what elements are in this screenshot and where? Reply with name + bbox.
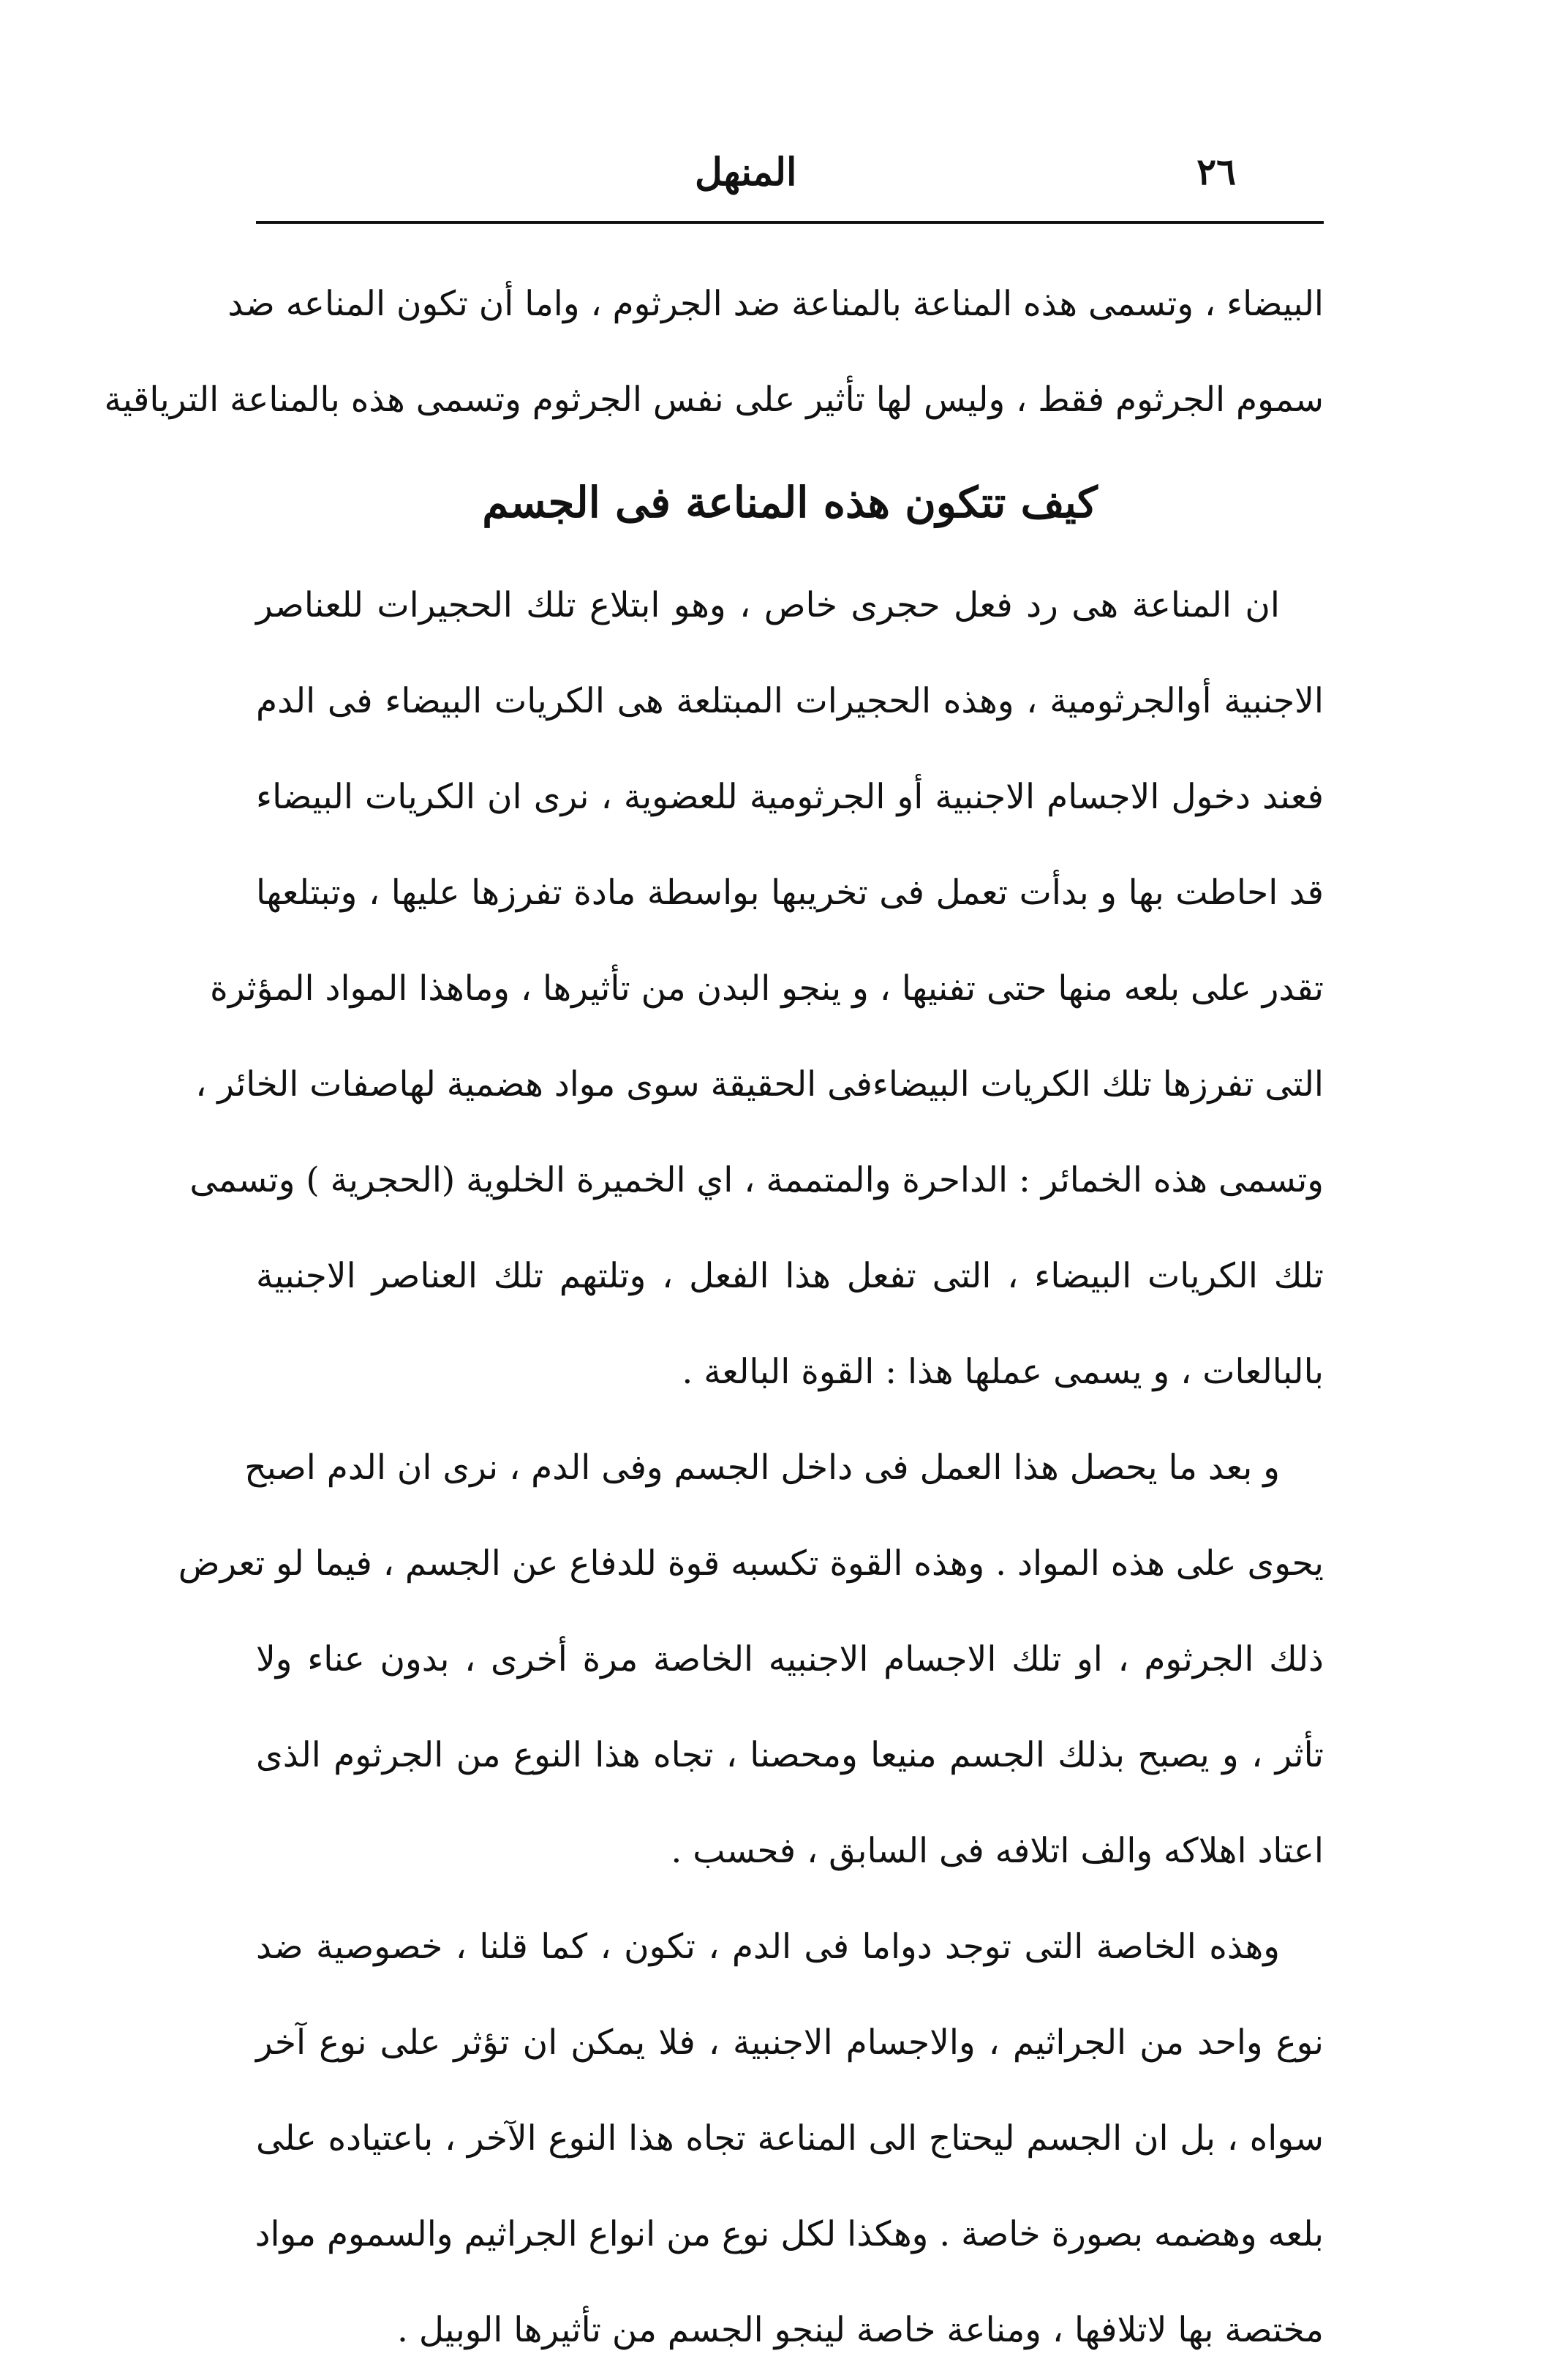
page-header — [256, 143, 1324, 208]
paragraph-line: يحوى على هذه المواد . وهذه القوة تكسبه قوة للدفاع عن الجسم ، فيما لو تعرض — [178, 1543, 1324, 1584]
intro-line: سموم الجرثوم فقط ، وليس لها تأثير على نفس الجرثوم وتسمى هذه بالمناعة الترياقية — [104, 380, 1324, 420]
header-rule — [256, 221, 1324, 224]
paragraph-line: ان المناعة هى رد فعل حجرى خاص ، وهو ابتلاع تلك الحجيرات للعناصر — [256, 585, 1280, 625]
page-number: ٢٦ — [1196, 150, 1236, 193]
paragraph-line: تقدر على بلعه منها حتى تفنيها ، و ينجو البدن من تأثيرها ، وماهذا المواد المؤثرة — [210, 968, 1324, 1009]
paragraph-line: وهذه الخاصة التى توجد دواما فى الدم ، تكون ، كما قلنا ، خصوصية ضد — [256, 1927, 1280, 1967]
paragraph-line: وتسمى هذه الخمائر : الداحرة والمتممة ، اي الخميرة الخلوية (الحجرية ) وتسمى — [189, 1160, 1324, 1200]
section-heading: كيف تتكون هذه المناعة فى الجسم — [482, 478, 1098, 527]
paragraph-line: نوع واحد من الجراثيم ، والاجسام الاجنبية ، فلا يمكن ان تؤثر على نوع آخر — [256, 2023, 1324, 2063]
body-text — [104, 256, 1324, 2378]
document-page — [104, 0, 1324, 2350]
paragraph-line: ذلك الجرثوم ، او تلك الاجسام الاجنبيه الخاصة مرة أخرى ، بدون عناء ولا — [256, 1639, 1324, 1679]
paragraph-line: مختصة بها لاتلافها ، ومناعة خاصة لينجو الجسم من تأثيرها الوبيل . — [396, 2310, 1324, 2350]
paragraph-line: تأثر ، و يصبح بذلك الجسم منيعا ومحصنا ، تجاه هذا النوع من الجرثوم الذى — [256, 1735, 1324, 1775]
paragraph-line: بالبالعات ، و يسمى عملها هذا : القوة البالعة . — [682, 1352, 1324, 1392]
paragraph-line: التى تفرزها تلك الكريات البيضاءفى الحقيقة سوى مواد هضمية لهاصفات الخائر ، — [195, 1064, 1324, 1105]
paragraph-line: بلعه وهضمه بصورة خاصة . وهكذا لكل نوع من انواع الجراثيم والسموم مواد — [255, 2214, 1324, 2254]
intro-line: البيضاء ، وتسمى هذه المناعة بالمناعة ضد الجرثوم ، واما أن تكون المناعه ضد — [227, 284, 1324, 324]
running-title: المنهل — [695, 150, 797, 195]
paragraph-line: فعند دخول الاجسام الاجنبية أو الجرثومية للعضوية ، نرى ان الكريات البيضاء — [256, 777, 1324, 817]
paragraph-line: تلك الكريات البيضاء ، التى تفعل هذا الفعل ، وتلتهم تلك العناصر الاجنبية — [256, 1256, 1324, 1296]
paragraph-line: و بعد ما يحصل هذا العمل فى داخل الجسم وفى الدم ، نرى ان الدم اصبح — [244, 1448, 1280, 1488]
paragraph-line: اعتاد اهلاكه والف اتلافه فى السابق ، فحسب . — [671, 1831, 1324, 1871]
paragraph-line: سواه ، بل ان الجسم ليحتاج الى المناعة تجاه هذا النوع الآخر ، باعتياده على — [256, 2118, 1324, 2159]
paragraph-line: قد احاطت بها و بدأت تعمل فى تخريبها بواسطة مادة تفرزها عليها ، وتبتلعها — [256, 873, 1324, 913]
paragraph-line: الاجنبية أوالجرثومية ، وهذه الحجيرات المبتلعة هى الكريات البيضاء فى الدم — [256, 681, 1324, 721]
